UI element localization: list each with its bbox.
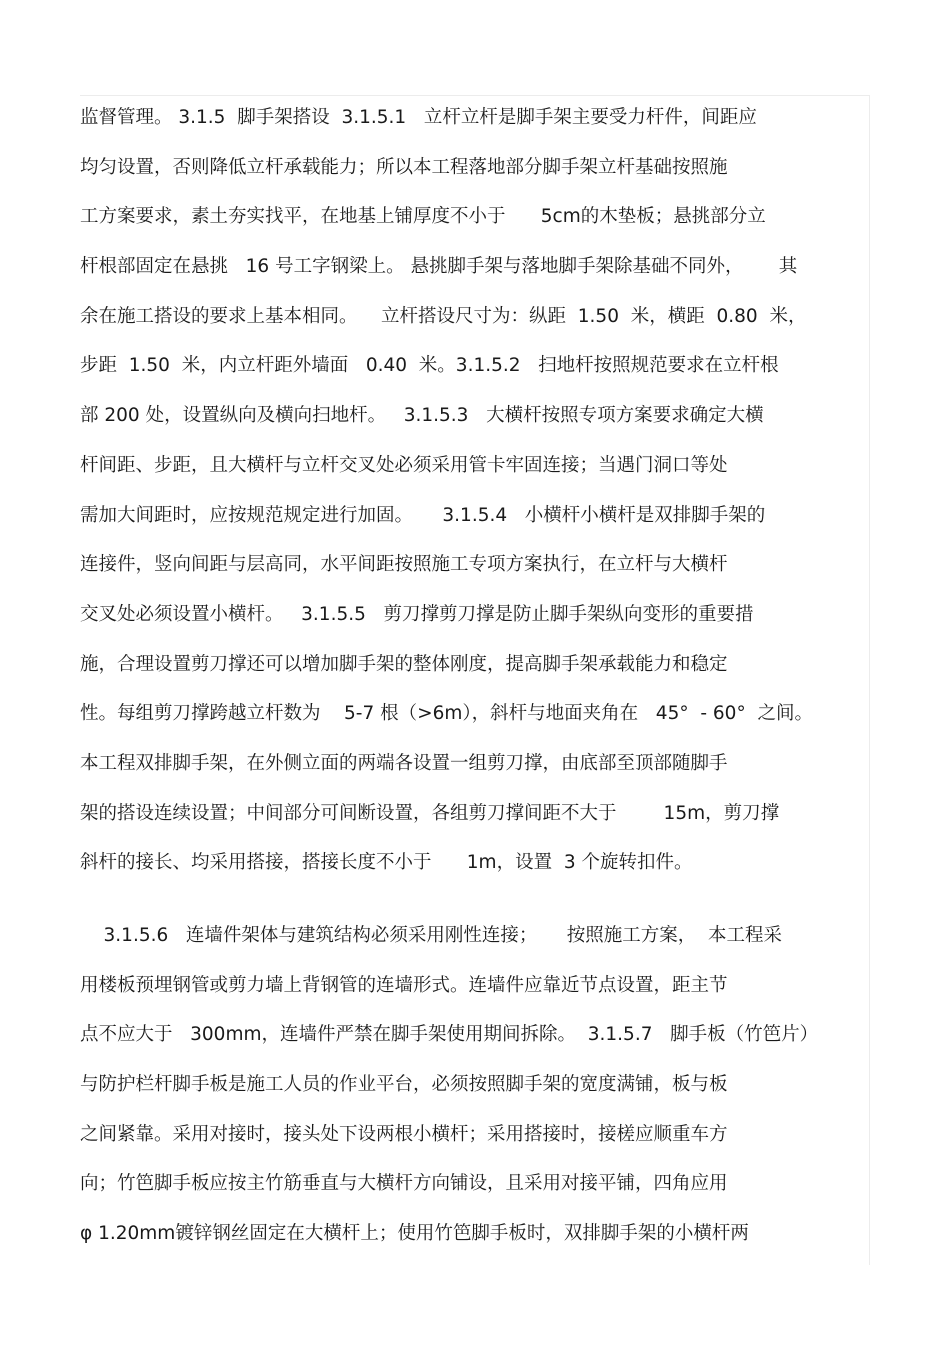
text-line: 性。每组剪刀撑跨越立杆数为 5-7 根（>6m），斜杆与地面夹角在 45° - 60° 之间。 xyxy=(80,703,813,725)
text-line: 用楼板预埋钢管或剪力墙上背钢管的连墙形式。连墙件应靠近节点设置，距主节 xyxy=(80,974,728,996)
text-line: 施，合理设置剪刀撑还可以增加脚手架的整体刚度，提高脚手架承载能力和稳定 xyxy=(80,653,728,675)
text-line: 余在施工搭设的要求上基本相同。 立杆搭设尺寸为：纵距 1.50 米，横距 0.80 米， xyxy=(80,305,807,327)
text-line: 杆间距、步距，且大横杆与立杆交叉处必须采用管卡牢固连接；当遇门洞口等处 xyxy=(80,454,728,476)
paragraph-scaffold-specs xyxy=(80,100,870,895)
text-line: 之间紧靠。采用对接时，接头处下设两根小横杆；采用搭接时，接槎应顺重车方 xyxy=(80,1123,728,1145)
text-line: 本工程双排脚手架，在外侧立面的两端各设置一组剪刀撑，由底部至顶部随脚手 xyxy=(80,752,728,774)
text-line: 需加大间距时，应按规范规定进行加固。 3.1.5.4 小横杆小横杆是双排脚手架的 xyxy=(80,504,766,526)
text-line: 点不应大于 300mm，连墙件严禁在脚手架使用期间拆除。 3.1.5.7 脚手板（竹笆片） xyxy=(80,1024,819,1046)
page-border-top xyxy=(80,95,870,96)
text-line: 向；竹笆脚手板应按主竹筋垂直与大横杆方向铺设，且采用对接平铺，四角应用 xyxy=(80,1173,728,1195)
text-line: 架的搭设连续设置；中间部分可间断设置，各组剪刀撑间距不大于 15m，剪刀撑 xyxy=(80,802,780,824)
text-line: 交叉处必须设置小横杆。 3.1.5.5 剪刀撑剪刀撑是防止脚手架纵向变形的重要措 xyxy=(80,603,754,625)
text-line: 部 200 处，设置纵向及横向扫地杆。 3.1.5.3 大横杆按照专项方案要求确定大横 xyxy=(80,405,764,427)
text-line: 杆根部固定在悬挑 16 号工字钢梁上。 悬挑脚手架与落地脚手架除基础不同外， 其 xyxy=(80,256,798,278)
text-line: 斜杆的接长、均采用搭接，搭接长度不小于 1m，设置 3 个旋转扣件。 xyxy=(80,852,693,874)
text-line: 步距 1.50 米，内立杆距外墙面 0.40 米。3.1.5.2 扫地杆按照规范要求在立杆根 xyxy=(80,355,779,377)
text-line: 工方案要求，素土夯实找平，在地基上铺厚度不小于 5cm的木垫板；悬挑部分立 xyxy=(80,206,766,228)
text-line: 监督管理。 3.1.5 脚手架搭设 3.1.5.1 立杆立杆是脚手架主要受力杆件，间距应 xyxy=(80,107,757,128)
paragraph-wall-ties-and-boards xyxy=(80,918,870,1266)
text-line: 与防护栏杆脚手板是施工人员的作业平台，必须按照脚手架的宽度满铺，板与板 xyxy=(80,1074,728,1096)
text-line: 连接件，竖向间距与层高同，水平间距按照施工专项方案执行，在立杆与大横杆 xyxy=(80,554,728,576)
text-line: φ 1.20mm镀锌钢丝固定在大横杆上；使用竹笆脚手板时，双排脚手架的小横杆两 xyxy=(80,1223,749,1245)
text-line: 3.1.5.6 连墙件架体与建筑结构必须采用刚性连接； 按照施工方案， 本工程采 xyxy=(80,925,783,946)
text-line: 均匀设置，否则降低立杆承载能力；所以本工程落地部分脚手架立杆基础按照施 xyxy=(80,156,728,178)
